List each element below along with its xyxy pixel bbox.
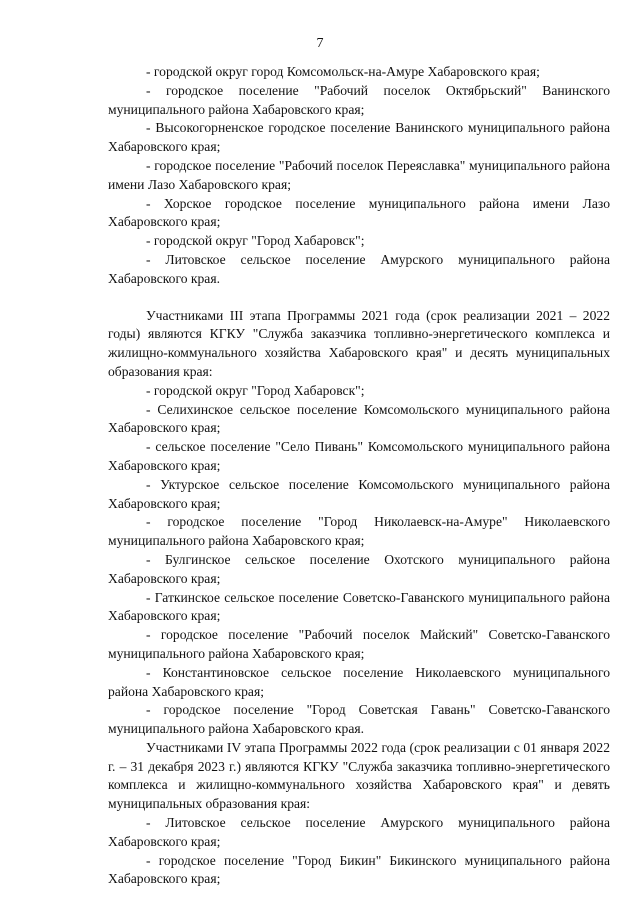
list-item: - городской округ "Город Хабаровск"; [146,233,365,249]
list-item: - Константиновское сельское поселение Николаевского муниципального района Хабаровского края; [108,664,610,699]
list-item: - городское поселение "Рабочий поселок Майский" Советско-Гаванского муниципального района Хабаровского края; [108,627,610,661]
document-body [108,63,610,889]
list-item: - Хорское городское поселение муниципального района имени Лазо Хабаровского края; [108,195,610,230]
list-item: - городское поселение "Рабочий поселок Октябрьский" Ванинского муниципального района Хабаровского края; [108,82,610,117]
list-item: - Литовское сельское поселение Амурского муниципального района Хабаровского края. [108,251,610,286]
list-item: - Гаткинское сельское поселение Советско-Гаванского муниципального района Хабаровского края; [108,589,610,624]
list-item: Участниками IV этапа Программы 2022 года (срок реализации с 01 января 2022 г. – 31 декабря 2023 г.) являются КГКУ "Служба заказчика топливно-энергетического комплекса и жилищно-коммунального хозяйства Хабаровского края" и девять муниципальных образования края: [108,739,610,812]
list-item: - городской округ город Комсомольск-на-Амуре Хабаровского края; [146,64,540,79]
page-number: 7 [316,36,324,51]
stage-3-intro-paragraph: Участниками III этапа Программы 2021 года (срок реализации 2021 – 2022 годы) являются КГКУ "Служба заказчика топливно-энергетического комплекса и жилищно-коммунального хозяйства Хабаровского края" и десять муниципальных образования края: [108,307,610,379]
list-item: - городское поселение "Город Николаевск-на-Амуре" Николаевского муниципального района Хабаровского края; [108,514,610,549]
list-item: - Булгинское сельское поселение Охотского муниципального района Хабаровского края; [108,551,610,586]
municipalities-list-stage-2 [108,63,610,289]
list-item: - Высокогорненское городское поселение Ванинского муниципального района Хабаровского края; [108,120,610,155]
list-item: - городское поселение "Город Советская Гавань" Советско-Гаванского муниципального района Хабаровского края. [108,702,610,737]
list-item: - сельское поселение "Село Пивань" Комсомольского муниципального района Хабаровского края; [108,439,610,473]
list-item: - городское поселение "Город Бикин" Бикинского муниципального района Хабаровского края; [108,852,610,887]
list-item: - городское поселение "Рабочий поселок Переяславка" муниципального района имени Лазо Хабаровского края; [108,157,610,192]
list-item: - Уктурское сельское поселение Комсомольского муниципального района Хабаровского края; [108,476,610,511]
stage-4-intro-paragraph: - Литовское сельское поселение Амурского муниципального района Хабаровского края; [108,815,610,849]
stage-3-and-4-section [108,307,610,890]
list-item: - городской округ "Город Хабаровск"; [146,382,365,398]
paragraph-spacer [108,289,610,307]
list-item: - Селихинское сельское поселение Комсомольского муниципального района Хабаровского края; [108,401,610,436]
